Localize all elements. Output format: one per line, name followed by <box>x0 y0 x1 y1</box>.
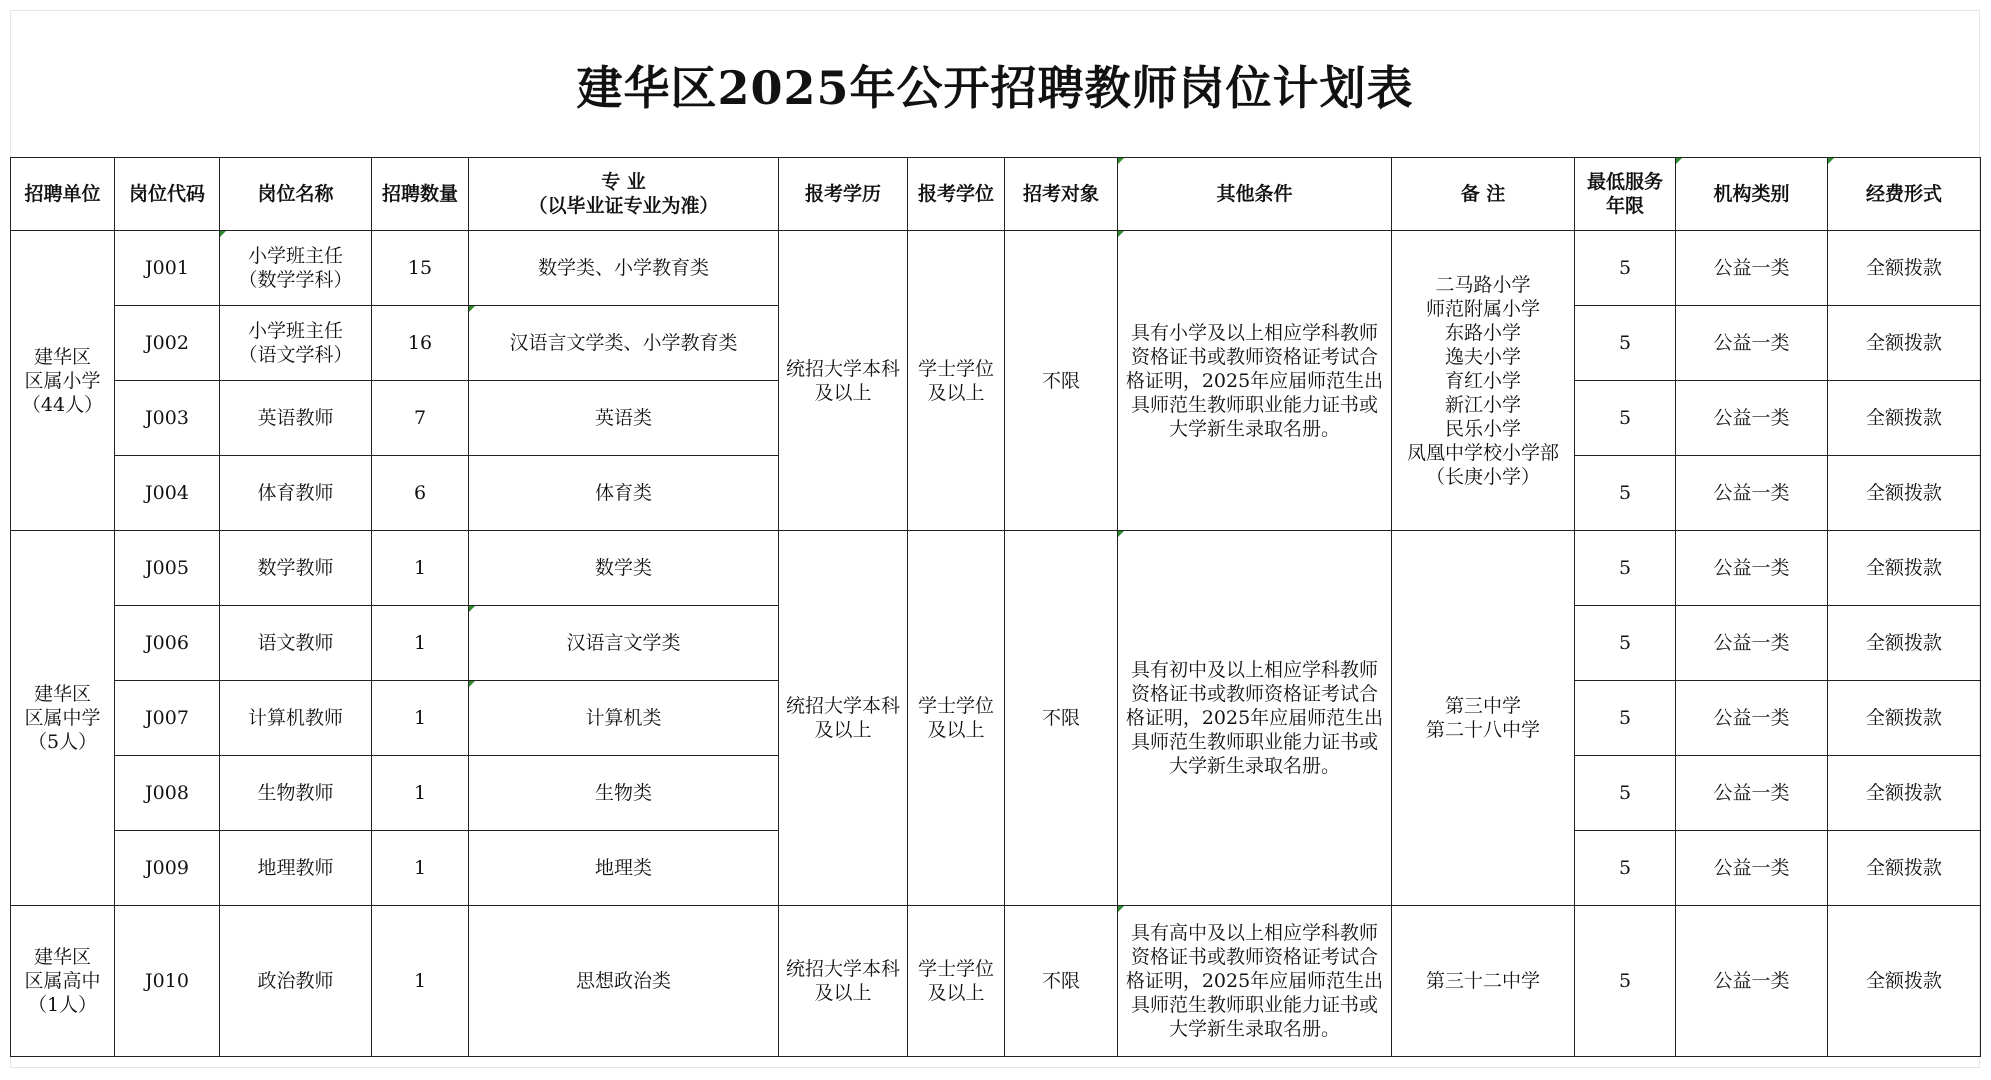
header-target: 招考对象 <box>1005 158 1118 231</box>
edu-cell: 统招大学本科 及以上 <box>779 906 908 1057</box>
count-cell: 7 <box>372 381 469 456</box>
count-cell: 1 <box>372 606 469 681</box>
note-cell: 第三十二中学 <box>1392 906 1575 1057</box>
header-other: 其他条件 <box>1118 158 1392 231</box>
major-cell: 思想政治类 <box>469 906 779 1057</box>
funding-cell: 全额拨款 <box>1828 606 1981 681</box>
header-funding: 经费形式 <box>1828 158 1981 231</box>
position-cell: 地理教师 <box>220 831 372 906</box>
degree-cell: 学士学位 及以上 <box>908 531 1005 906</box>
service-cell: 5 <box>1575 231 1676 306</box>
degree-cell: 学士学位 及以上 <box>908 231 1005 531</box>
position-cell: 小学班主任 （语文学科） <box>220 306 372 381</box>
position-cell: 英语教师 <box>220 381 372 456</box>
unit-cell: 建华区 区属中学 （5人） <box>11 531 115 906</box>
service-cell: 5 <box>1575 831 1676 906</box>
org-type-cell: 公益一类 <box>1676 756 1828 831</box>
org-type-cell: 公益一类 <box>1676 381 1828 456</box>
major-cell: 地理类 <box>469 831 779 906</box>
funding-cell: 全额拨款 <box>1828 306 1981 381</box>
header-edu: 报考学历 <box>779 158 908 231</box>
count-cell: 15 <box>372 231 469 306</box>
degree-cell: 学士学位 及以上 <box>908 906 1005 1057</box>
service-cell: 5 <box>1575 756 1676 831</box>
header-code: 岗位代码 <box>115 158 220 231</box>
target-cell: 不限 <box>1005 906 1118 1057</box>
unit-cell: 建华区 区属高中 （1人） <box>11 906 115 1057</box>
count-cell: 1 <box>372 906 469 1057</box>
edu-cell: 统招大学本科 及以上 <box>779 531 908 906</box>
service-cell: 5 <box>1575 906 1676 1057</box>
position-cell: 政治教师 <box>220 906 372 1057</box>
header-degree: 报考学位 <box>908 158 1005 231</box>
header-unit: 招聘单位 <box>11 158 115 231</box>
header-note: 备 注 <box>1392 158 1575 231</box>
org-type-cell: 公益一类 <box>1676 306 1828 381</box>
table-row <box>11 231 1981 306</box>
service-cell: 5 <box>1575 306 1676 381</box>
funding-cell: 全额拨款 <box>1828 456 1981 531</box>
other-conditions-cell: 具有小学及以上相应学科教师 资格证书或教师资格证考试合 格证明，2025年应届师范生出 具师范生教师职业能力证书或 大学新生录取名册。 <box>1118 231 1392 531</box>
count-cell: 1 <box>372 681 469 756</box>
org-type-cell: 公益一类 <box>1676 831 1828 906</box>
target-cell: 不限 <box>1005 531 1118 906</box>
header-major: 专 业 （以毕业证专业为准） <box>469 158 779 231</box>
unit-cell: 建华区 区属小学 （44人） <box>11 231 115 531</box>
target-cell: 不限 <box>1005 231 1118 531</box>
position-cell: 体育教师 <box>220 456 372 531</box>
code-cell: J003 <box>115 381 220 456</box>
edu-cell: 统招大学本科 及以上 <box>779 231 908 531</box>
org-type-cell: 公益一类 <box>1676 456 1828 531</box>
service-cell: 5 <box>1575 681 1676 756</box>
code-cell: J002 <box>115 306 220 381</box>
position-cell: 语文教师 <box>220 606 372 681</box>
page-title: 建华区2025年公开招聘教师岗位计划表 <box>576 61 1414 115</box>
table-row <box>11 906 1981 1057</box>
major-cell: 计算机类 <box>469 681 779 756</box>
code-cell: J007 <box>115 681 220 756</box>
note-cell: 二马路小学 师范附属小学 东路小学 逸夫小学 育红小学 新江小学 民乐小学 凤凰中学校小学部 （长庚小学） <box>1392 231 1575 531</box>
header-row <box>11 158 1981 231</box>
code-cell: J008 <box>115 756 220 831</box>
funding-cell: 全额拨款 <box>1828 681 1981 756</box>
major-cell: 英语类 <box>469 381 779 456</box>
recruitment-table <box>10 157 1981 1057</box>
funding-cell: 全额拨款 <box>1828 531 1981 606</box>
major-cell: 数学类、小学教育类 <box>469 231 779 306</box>
funding-cell: 全额拨款 <box>1828 756 1981 831</box>
major-cell: 汉语言文学类、小学教育类 <box>469 306 779 381</box>
code-cell: J006 <box>115 606 220 681</box>
org-type-cell: 公益一类 <box>1676 531 1828 606</box>
code-cell: J009 <box>115 831 220 906</box>
org-type-cell: 公益一类 <box>1676 231 1828 306</box>
position-cell: 计算机教师 <box>220 681 372 756</box>
funding-cell: 全额拨款 <box>1828 831 1981 906</box>
funding-cell: 全额拨款 <box>1828 906 1981 1057</box>
service-cell: 5 <box>1575 531 1676 606</box>
count-cell: 1 <box>372 531 469 606</box>
org-type-cell: 公益一类 <box>1676 906 1828 1057</box>
note-cell: 第三中学 第二十八中学 <box>1392 531 1575 906</box>
other-conditions-cell: 具有初中及以上相应学科教师 资格证书或教师资格证考试合 格证明，2025年应届师范生出 具师范生教师职业能力证书或 大学新生录取名册。 <box>1118 531 1392 906</box>
service-cell: 5 <box>1575 456 1676 531</box>
table-row <box>11 531 1981 606</box>
position-cell: 生物教师 <box>220 756 372 831</box>
position-cell: 数学教师 <box>220 531 372 606</box>
org-type-cell: 公益一类 <box>1676 606 1828 681</box>
header-name: 岗位名称 <box>220 158 372 231</box>
count-cell: 1 <box>372 756 469 831</box>
code-cell: J005 <box>115 531 220 606</box>
header-service: 最低服务 年限 <box>1575 158 1676 231</box>
major-cell: 体育类 <box>469 456 779 531</box>
major-cell: 汉语言文学类 <box>469 606 779 681</box>
code-cell: J010 <box>115 906 220 1057</box>
count-cell: 1 <box>372 831 469 906</box>
funding-cell: 全额拨款 <box>1828 231 1981 306</box>
count-cell: 16 <box>372 306 469 381</box>
other-conditions-cell: 具有高中及以上相应学科教师 资格证书或教师资格证考试合 格证明，2025年应届师范生出 具师范生教师职业能力证书或 大学新生录取名册。 <box>1118 906 1392 1057</box>
count-cell: 6 <box>372 456 469 531</box>
position-cell: 小学班主任 （数学学科） <box>220 231 372 306</box>
header-count: 招聘数量 <box>372 158 469 231</box>
code-cell: J004 <box>115 456 220 531</box>
major-cell: 生物类 <box>469 756 779 831</box>
code-cell: J001 <box>115 231 220 306</box>
service-cell: 5 <box>1575 606 1676 681</box>
header-org-type: 机构类别 <box>1676 158 1828 231</box>
service-cell: 5 <box>1575 381 1676 456</box>
funding-cell: 全额拨款 <box>1828 381 1981 456</box>
org-type-cell: 公益一类 <box>1676 681 1828 756</box>
major-cell: 数学类 <box>469 531 779 606</box>
